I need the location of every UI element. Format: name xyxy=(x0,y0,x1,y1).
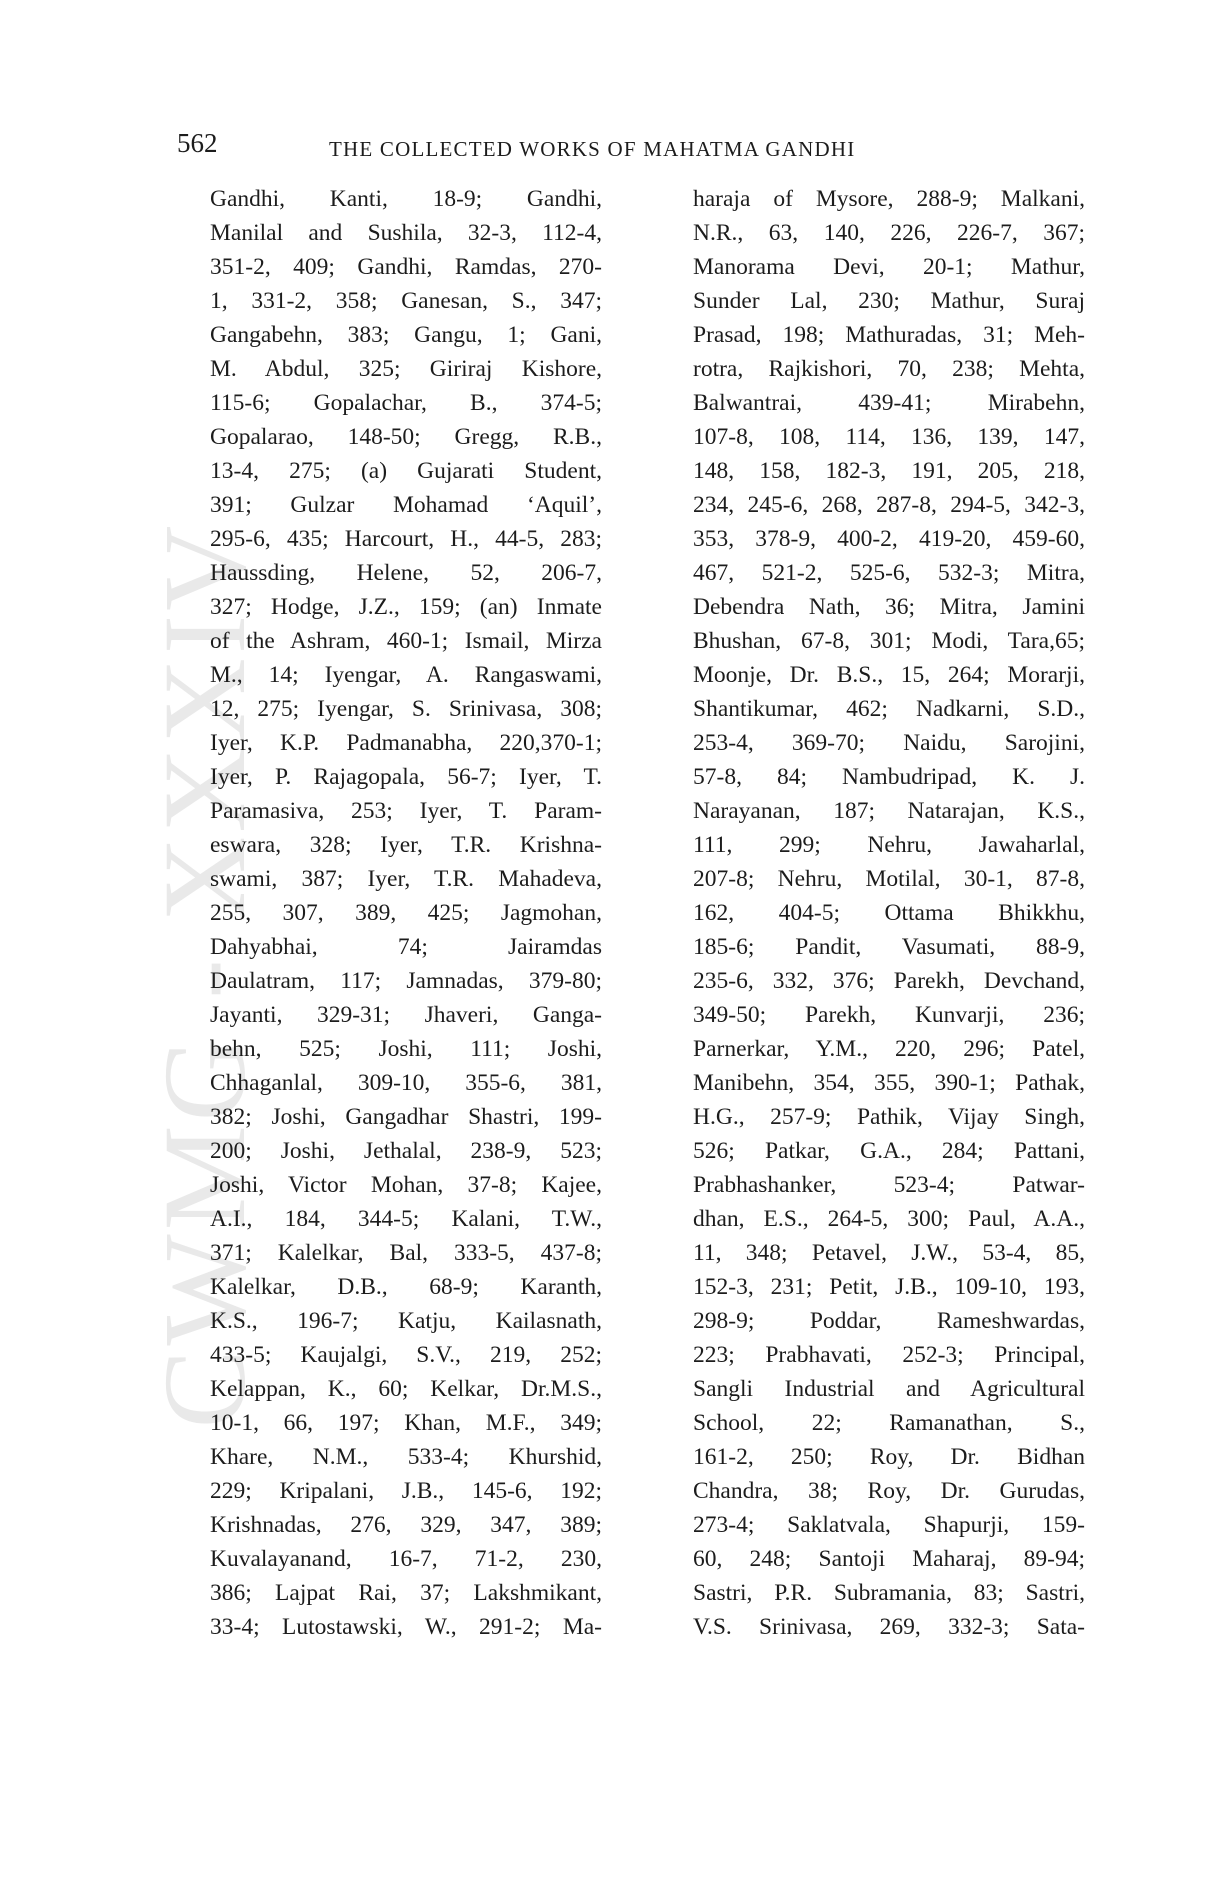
index-line: Iyer, P. Rajagopala, 56-7; Iyer, T. xyxy=(210,764,602,790)
index-line: 235-6, 332, 376; Parekh, Devchand, xyxy=(693,968,1085,994)
index-line: 57-8, 84; Nambudripad, K. J. xyxy=(693,764,1085,790)
index-line: 148, 158, 182-3, 191, 205, 218, xyxy=(693,458,1085,484)
index-line: 255, 307, 389, 425; Jagmohan, xyxy=(210,900,602,926)
index-line: Parnerkar, Y.M., 220, 296; Patel, xyxy=(693,1036,1085,1062)
index-line: Manorama Devi, 20-1; Mathur, xyxy=(693,254,1085,280)
index-line: 12, 275; Iyengar, S. Srinivasa, 308; xyxy=(210,696,602,722)
index-line: of the Ashram, 460-1; Ismail, Mirza xyxy=(210,628,602,654)
index-line: M. Abdul, 325; Giriraj Kishore, xyxy=(210,356,602,382)
index-line: 200; Joshi, Jethalal, 238-9, 523; xyxy=(210,1138,602,1164)
index-line: Gangabehn, 383; Gangu, 1; Gani, xyxy=(210,322,602,348)
index-line: Kalelkar, D.B., 68-9; Karanth, xyxy=(210,1274,602,1300)
index-line: K.S., 196-7; Katju, Kailasnath, xyxy=(210,1308,602,1334)
index-line: Kuvalayanand, 16-7, 71-2, 230, xyxy=(210,1546,602,1572)
index-line: 467, 521-2, 525-6, 532-3; Mitra, xyxy=(693,560,1085,586)
index-line: Chandra, 38; Roy, Dr. Gurudas, xyxy=(693,1478,1085,1504)
index-line: haraja of Mysore, 288-9; Malkani, xyxy=(693,186,1085,212)
index-line: Sangli Industrial and Agricultural xyxy=(693,1376,1085,1402)
index-line: School, 22; Ramanathan, S., xyxy=(693,1410,1085,1436)
index-line: Paramasiva, 253; Iyer, T. Param- xyxy=(210,798,602,824)
index-line: 11, 348; Petavel, J.W., 53-4, 85, xyxy=(693,1240,1085,1266)
index-line: Bhushan, 67-8, 301; Modi, Tara,65; xyxy=(693,628,1085,654)
index-line: 161-2, 250; Roy, Dr. Bidhan xyxy=(693,1444,1085,1470)
index-line: Prabhashanker, 523-4; Patwar- xyxy=(693,1172,1085,1198)
index-line: eswara, 328; Iyer, T.R. Krishna- xyxy=(210,832,602,858)
index-line: dhan, E.S., 264-5, 300; Paul, A.A., xyxy=(693,1206,1085,1232)
index-line: 152-3, 231; Petit, J.B., 109-10, 193, xyxy=(693,1274,1085,1300)
index-line: 298-9; Poddar, Rameshwardas, xyxy=(693,1308,1085,1334)
index-line: 295-6, 435; Harcourt, H., 44-5, 283; xyxy=(210,526,602,552)
index-line: M., 14; Iyengar, A. Rangaswami, xyxy=(210,662,602,688)
index-line: A.I., 184, 344-5; Kalani, T.W., xyxy=(210,1206,602,1232)
index-line: Haussding, Helene, 52, 206-7, xyxy=(210,560,602,586)
index-line: Moonje, Dr. B.S., 15, 264; Morarji, xyxy=(693,662,1085,688)
index-line: Chhaganlal, 309-10, 355-6, 381, xyxy=(210,1070,602,1096)
index-line: 33-4; Lutostawski, W., 291-2; Ma- xyxy=(210,1614,602,1640)
index-line: 107-8, 108, 114, 136, 139, 147, xyxy=(693,424,1085,450)
index-column-right xyxy=(693,182,1085,1644)
index-column-left xyxy=(210,182,602,1644)
index-line: 526; Patkar, G.A., 284; Pattani, xyxy=(693,1138,1085,1164)
index-line: swami, 387; Iyer, T.R. Mahadeva, xyxy=(210,866,602,892)
index-line: Prasad, 198; Mathuradas, 31; Meh- xyxy=(693,322,1085,348)
index-line: 353, 378-9, 400-2, 419-20, 459-60, xyxy=(693,526,1085,552)
index-line: 273-4; Saklatvala, Shapurji, 159- xyxy=(693,1512,1085,1538)
index-line: 13-4, 275; (a) Gujarati Student, xyxy=(210,458,602,484)
index-line: Dahyabhai, 74; Jairamdas xyxy=(210,934,602,960)
index-line: rotra, Rajkishori, 70, 238; Mehta, xyxy=(693,356,1085,382)
index-line: 351-2, 409; Gandhi, Ramdas, 270- xyxy=(210,254,602,280)
index-line: Joshi, Victor Mohan, 37-8; Kajee, xyxy=(210,1172,602,1198)
index-line: Shantikumar, 462; Nadkarni, S.D., xyxy=(693,696,1085,722)
index-line: 327; Hodge, J.Z., 159; (an) Inmate xyxy=(210,594,602,620)
index-line: Debendra Nath, 36; Mitra, Jamini xyxy=(693,594,1085,620)
index-line: 386; Lajpat Rai, 37; Lakshmikant, xyxy=(210,1580,602,1606)
index-line: V.S. Srinivasa, 269, 332-3; Sata- xyxy=(693,1614,1085,1640)
index-line: 60, 248; Santoji Maharaj, 89-94; xyxy=(693,1546,1085,1572)
index-line: Jayanti, 329-31; Jhaveri, Ganga- xyxy=(210,1002,602,1028)
index-line: 185-6; Pandit, Vasumati, 88-9, xyxy=(693,934,1085,960)
index-line: 10-1, 66, 197; Khan, M.F., 349; xyxy=(210,1410,602,1436)
index-line: 349-50; Parekh, Kunvarji, 236; xyxy=(693,1002,1085,1028)
index-line: Krishnadas, 276, 329, 347, 389; xyxy=(210,1512,602,1538)
index-line: 207-8; Nehru, Motilal, 30-1, 87-8, xyxy=(693,866,1085,892)
index-line: Narayanan, 187; Natarajan, K.S., xyxy=(693,798,1085,824)
index-line: Sunder Lal, 230; Mathur, Suraj xyxy=(693,288,1085,314)
index-line: 162, 404-5; Ottama Bhikkhu, xyxy=(693,900,1085,926)
page-number: 562 xyxy=(177,128,218,158)
index-line: Manibehn, 354, 355, 390-1; Pathak, xyxy=(693,1070,1085,1096)
index-line: Daulatram, 117; Jamnadas, 379-80; xyxy=(210,968,602,994)
index-line: behn, 525; Joshi, 111; Joshi, xyxy=(210,1036,602,1062)
index-line: 223; Prabhavati, 252-3; Principal, xyxy=(693,1342,1085,1368)
watermark: CWMG - XXXIV xyxy=(139,521,270,1429)
index-line: H.G., 257-9; Pathik, Vijay Singh, xyxy=(693,1104,1085,1130)
index-line: 371; Kalelkar, Bal, 333-5, 437-8; xyxy=(210,1240,602,1266)
index-line: Balwantrai, 439-41; Mirabehn, xyxy=(693,390,1085,416)
index-line: Gopalarao, 148-50; Gregg, R.B., xyxy=(210,424,602,450)
index-line: 234, 245-6, 268, 287-8, 294-5, 342-3, xyxy=(693,492,1085,518)
index-line: Gandhi, Kanti, 18-9; Gandhi, xyxy=(210,186,602,212)
index-line: Iyer, K.P. Padmanabha, 220,370-1; xyxy=(210,730,602,756)
index-line: Khare, N.M., 533-4; Khurshid, xyxy=(210,1444,602,1470)
index-line: 391; Gulzar Mohamad ‘Aquil’, xyxy=(210,492,602,518)
index-line: 1, 331-2, 358; Ganesan, S., 347; xyxy=(210,288,602,314)
index-line: 115-6; Gopalachar, B., 374-5; xyxy=(210,390,602,416)
index-line: 433-5; Kaujalgi, S.V., 219, 252; xyxy=(210,1342,602,1368)
running-head: THE COLLECTED WORKS OF MAHATMA GANDHI xyxy=(329,137,856,161)
index-line: Manilal and Sushila, 32-3, 112-4, xyxy=(210,220,602,246)
index-line: 111, 299; Nehru, Jawaharlal, xyxy=(693,832,1085,858)
index-line: Kelappan, K., 60; Kelkar, Dr.M.S., xyxy=(210,1376,602,1402)
index-line: 229; Kripalani, J.B., 145-6, 192; xyxy=(210,1478,602,1504)
index-line: 382; Joshi, Gangadhar Shastri, 199- xyxy=(210,1104,602,1130)
index-line: 253-4, 369-70; Naidu, Sarojini, xyxy=(693,730,1085,756)
index-line: N.R., 63, 140, 226, 226-7, 367; xyxy=(693,220,1085,246)
index-line: Sastri, P.R. Subramania, 83; Sastri, xyxy=(693,1580,1085,1606)
